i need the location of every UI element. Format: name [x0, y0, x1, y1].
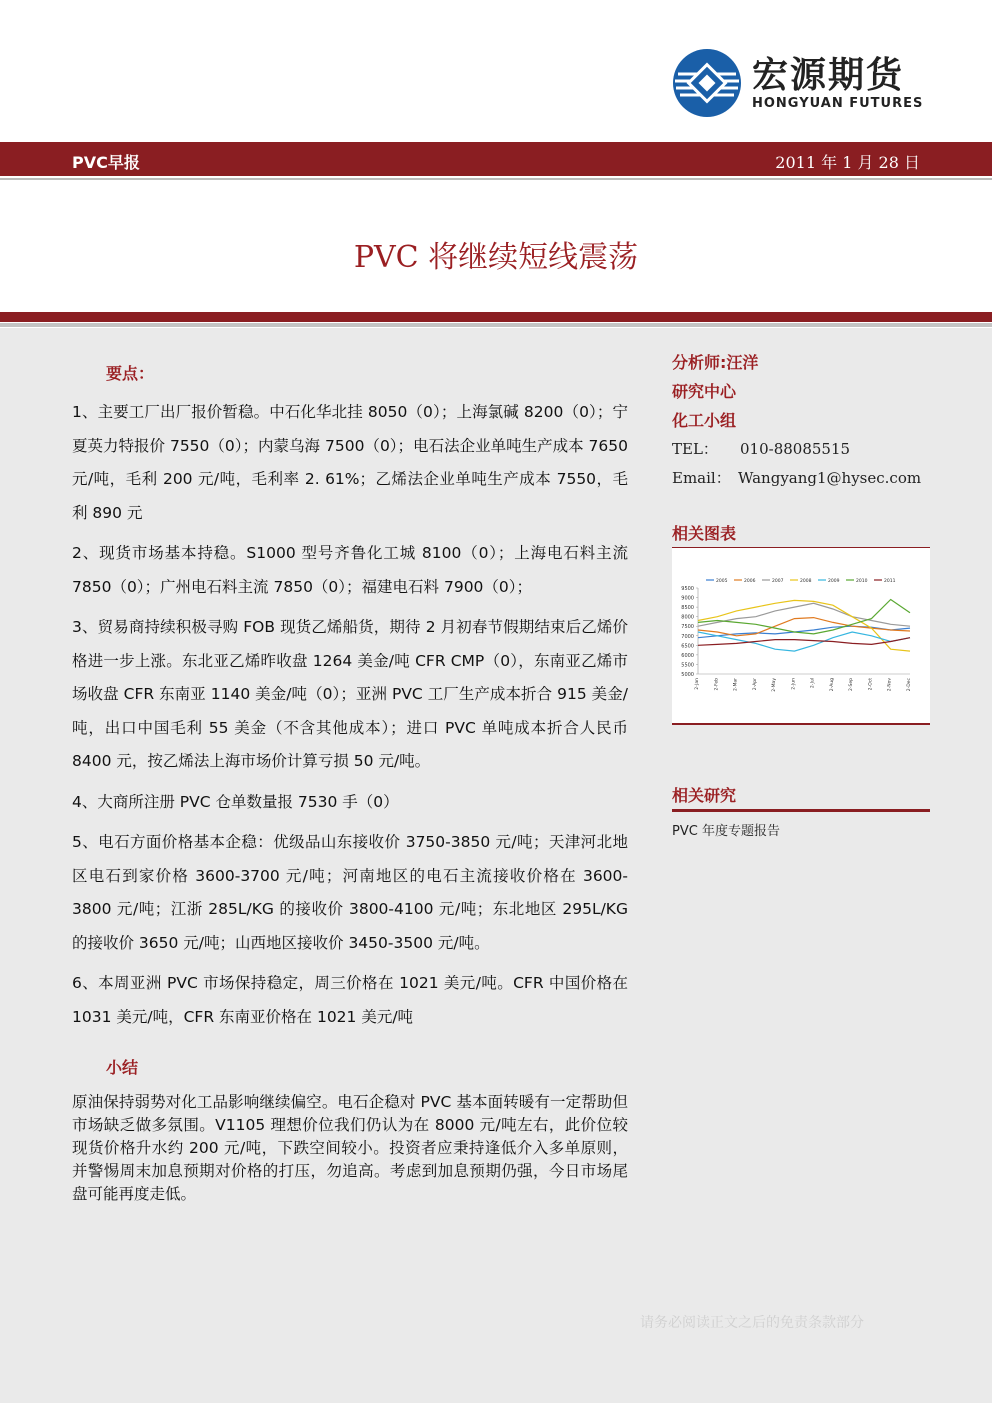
key-points-heading: 要点： [106, 364, 155, 383]
key-points-list [72, 396, 628, 1041]
y-tick-label: 6500 [681, 643, 694, 650]
key-point-1: 1、主要工厂出厂报价暂稳。中石化华北挂 8050（0）；上海氯碱 8200（0）；宁夏英力特报价 7550（0）；内蒙乌海 7500（0）；电石法企业单吨生产成本 7650 元/吨，毛利 200 元/吨，毛利率 2. 61%；乙烯法企业单吨生产成本 7550，毛利 890 元 [72, 403, 628, 522]
price-chart [672, 548, 930, 725]
report-type-label: PVC早报 [72, 153, 140, 172]
summary-heading: 小结 [106, 1058, 139, 1077]
x-tick-label: 2-Jan [695, 678, 700, 690]
related-charts-section [672, 521, 930, 550]
research-center: 研究中心 [672, 382, 737, 401]
disclaimer-note: 请务必阅读正文之后的免责条款部分 [640, 1315, 864, 1331]
related-research-section [672, 783, 930, 839]
hongyuan-logo-icon [672, 48, 742, 118]
email-value[interactable]: Wangyang1@hysec.com [738, 469, 922, 487]
key-point-5: 5、电石方面价格基本企稳：优级品山东接收价 3750-3850 元/吨；天津河北地区电石到家价格 3600-3700 元/吨；河南地区的电石主流接收价格在 3600-3800 元/吨；江浙 285L/KG 的接收价 3800-4100 元/吨；东北地区 295L/KG 的接收价 3650 元/吨；山西地区接收价 3450-3500 元/吨。 [72, 833, 628, 952]
y-tick-label: 7000 [681, 633, 694, 640]
logo-en-text: HONGYUAN FUTURES [752, 95, 924, 111]
y-tick-label: 5000 [681, 672, 694, 678]
x-tick-label: 2-Nov [887, 678, 893, 692]
key-point-6: 6、本周亚洲 PVC 市场保持稳定，周三价格在 1021 美元/吨。CFR 中国价格在 1031 美元/吨，CFR 东南亚价格在 1021 美元/吨 [72, 974, 628, 1026]
related-research-heading: 相关研究 [672, 783, 930, 812]
y-tick-label: 7500 [681, 624, 694, 631]
legend-label: 2006 [744, 579, 756, 584]
legend-label: 2011 [884, 579, 896, 584]
analyst-info [672, 348, 930, 493]
y-tick-label: 9500 [681, 586, 694, 592]
x-tick-label: 2-Jul [810, 678, 816, 689]
related-report-link[interactable]: PVC 年度专题报告 [672, 824, 780, 839]
x-tick-label: 2-Jun [791, 678, 797, 690]
x-tick-label: 2-Oct [868, 678, 874, 691]
price-chart-svg [672, 548, 930, 723]
y-tick-label: 5500 [681, 662, 694, 669]
legend-label: 2005 [716, 579, 728, 584]
x-tick-label: 2-Aug [829, 678, 835, 692]
header-divider [0, 178, 992, 180]
legend-label: 2009 [828, 579, 840, 584]
header-bar [0, 142, 992, 176]
series-line-2007 [698, 603, 910, 626]
tel-label: TEL： [672, 440, 718, 458]
key-point-4: 4、大商所注册 PVC 仓单数量报 7530 手（0） [72, 792, 399, 811]
logo-cn-text: 宏源期货 [752, 54, 905, 96]
x-tick-label: 2-May [772, 678, 778, 692]
x-tick-label: 2-Apr [752, 678, 758, 691]
x-tick-label: 2-Mar [733, 678, 739, 691]
tel-row [672, 435, 930, 464]
y-tick-label: 9000 [681, 595, 694, 602]
title-divider [0, 312, 992, 322]
report-date: 2011 年 1 月 28 日 [775, 153, 920, 172]
key-point-3: 3、贸易商持续积极寻购 FOB 现货乙烯船货，期待 2 月初春节假期结束后乙烯价格进一步上涨。东北亚乙烯昨收盘 1264 美金/吨 CFR CMP（0），东南亚乙烯市场收盘 CFR 东南亚 1140 美金/吨（0）；亚洲 PVC 工厂生产成本折合 915 美金/吨，出口中国毛利 55 美金（不含其他成本）；进口 PVC 单吨成本折合人民币 8400 元，按乙烯法上海市场价计算亏损 50 元/吨。 [72, 618, 628, 770]
key-point-2: 2、现货市场基本持稳。S1000 型号齐鲁化工城 8100（0）；上海电石料主流 7850（0）；广州电石料主流 7850（0）；福建电石料 7900（0）； [72, 544, 628, 596]
tel-value: 010-88085515 [740, 440, 851, 458]
report-title: PVC 将继续短线震荡 [353, 240, 639, 275]
x-tick-label: 2-Sep [849, 678, 855, 691]
company-logo [672, 48, 923, 118]
summary-text: 原油保持弱势对化工品影响继续偏空。电石企稳对 PVC 基本面转暖有一定帮助但市场缺乏做多氛围。V1105 理想价位我们仍认为在 8000 元/吨左右，此价位较现货价格升水约 200 元/吨，下跌空间较小。投资者应秉持逢低介入多单原则，并警惕周末加息预期对价格的打压，勿追高。考虑到加息预期仍强，今日市场尾盘可能再度走低。 [72, 1093, 628, 1203]
related-charts-heading: 相关图表 [672, 521, 930, 550]
legend-label: 2008 [800, 579, 812, 584]
y-tick-label: 8500 [681, 605, 694, 612]
email-label: Email： [672, 469, 731, 487]
chem-group: 化工小组 [672, 411, 737, 430]
title-divider-shadow [0, 323, 992, 327]
x-tick-label: 2-Feb [714, 678, 720, 691]
y-tick-label: 6000 [681, 652, 694, 659]
x-tick-label: 2-Dec [907, 678, 912, 692]
analyst-name: 分析师:汪洋 [672, 353, 759, 372]
legend-label: 2010 [856, 579, 868, 584]
legend-label: 2007 [772, 579, 784, 584]
email-row [672, 464, 930, 493]
y-tick-label: 8000 [681, 614, 694, 621]
